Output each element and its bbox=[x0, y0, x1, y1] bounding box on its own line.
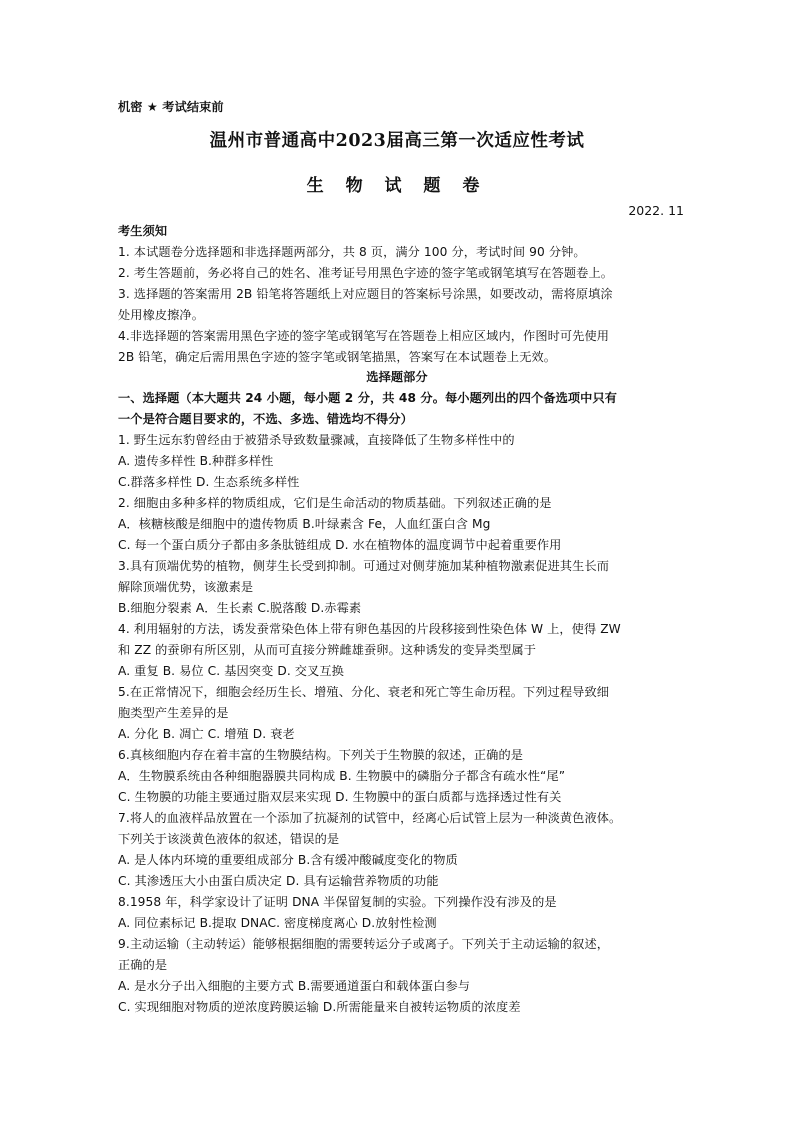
question-line: 下列关于该淡黄色液体的叙述，错误的是 bbox=[118, 832, 340, 846]
question-line: C. 每一个蛋白质分子都由多条肽链组成 D. 水在植物体的温度调节中起着重要作用 bbox=[118, 538, 562, 552]
question-line: 1. 野生远东豹曾经由于被猎杀导致数量骤减，直接降低了生物多样性中的 bbox=[118, 433, 515, 447]
question-line: 和 ZZ 的蚕卵有所区别，从而可直接分辨雌雄蚕卵。这种诱发的变异类型属于 bbox=[118, 643, 537, 657]
question-line: B.细胞分裂素 A．生长素 C.脱落酸 D.赤霉素 bbox=[118, 601, 362, 615]
notice-line: 1. 本试题卷分选择题和非选择题两部分，共 8 页，满分 100 分，考试时间 90 分钟。 bbox=[118, 245, 586, 259]
question-line: 2. 细胞由多种多样的物质组成，它们是生命活动的物质基础。下列叙述正确的是 bbox=[118, 496, 552, 510]
question-line: 解除顶端优势，该激素是 bbox=[118, 580, 254, 594]
section-instruction: 一个是符合题目要求的，不选、多选、错选均不得分） bbox=[118, 412, 413, 426]
question-line: A. 遗传多样性 B.种群多样性 bbox=[118, 454, 274, 468]
question-line: A．生物膜系统由各种细胞器膜共同构成 B. 生物膜中的磷脂分子都含有疏水性“尾” bbox=[118, 769, 566, 783]
section-instruction: 一、选择题（本大题共 24 小题，每小题 2 分，共 48 分。每小题列出的四个备选项中只有 bbox=[118, 391, 618, 405]
question-line: C. 实现细胞对物质的逆浓度跨膜运输 D.所需能量来自被转运物质的浓度差 bbox=[118, 1000, 521, 1014]
exam-subtitle: 生 物 试 题 卷 bbox=[306, 176, 488, 196]
question-line: A. 分化 B. 凋亡 C. 增殖 D. 衰老 bbox=[118, 727, 295, 741]
question-line: 8.1958 年，科学家设计了证明 DNA 半保留复制的实验。下列操作没有涉及的是 bbox=[118, 895, 557, 909]
exam-title: 温州市普通高中2023届高三第一次适应性考试 bbox=[209, 131, 585, 151]
question-line: A. 是人体内环境的重要组成部分 B.含有缓冲酸碱度变化的物质 bbox=[118, 853, 458, 867]
confidential-mark: 机密 ★ 考试结束前 bbox=[118, 100, 224, 114]
notice-line: 2. 考生答题前，务必将自己的姓名、准考证号用黑色字迹的签字笔或钢笔填写在答题卷上。 bbox=[118, 266, 614, 280]
question-line: 4. 利用辐射的方法，诱发蚕常染色体上带有卵色基因的片段移接到性染色体 W 上，使得 ZW bbox=[118, 622, 621, 636]
question-line: C. 生物膜的功能主要通过脂双层来实现 D. 生物膜中的蛋白质都与选择透过性有关 bbox=[118, 790, 562, 804]
notice-line: 2B 铅笔，确定后需用黑色字迹的签字笔或钢笔描黑，答案写在本试题卷上无效。 bbox=[118, 350, 557, 364]
notice-line: 3. 选择题的答案需用 2B 铅笔将答题纸上对应题目的答案标号涂黑，如要改动，需将原填涂 bbox=[118, 287, 613, 301]
question-line: 7.将人的血液样品放置在一个添加了抗凝剂的试管中，经离心后试管上层为一种淡黄色液体。 bbox=[118, 811, 622, 825]
notice-line: 处用橡皮擦净。 bbox=[118, 308, 205, 322]
question-line: 6.真核细胞内存在着丰富的生物膜结构。下列关于生物膜的叙述，正确的是 bbox=[118, 748, 524, 762]
question-line: 胞类型产生差异的是 bbox=[118, 706, 229, 720]
question-line: A. 是水分子出入细胞的主要方式 B.需要通道蛋白和载体蛋白参与 bbox=[118, 979, 471, 993]
question-line: C. 其渗透压大小由蛋白质决定 D. 具有运输营养物质的功能 bbox=[118, 874, 439, 888]
question-line: A. 同位素标记 B.提取 DNAC. 密度梯度离心 D.放射性检测 bbox=[118, 916, 437, 930]
question-line: 5.在正常情况下，细胞会经历生长、增殖、分化、衰老和死亡等生命历程。下列过程导致细 bbox=[118, 685, 610, 699]
question-line: A．核糖核酸是细胞中的遗传物质 B.叶绿素含 Fe，人血红蛋白含 Mg bbox=[118, 517, 491, 531]
notice-line: 4.非选择题的答案需用黑色字迹的签字笔或钢笔写在答题卷上相应区域内，作图时可先使用 bbox=[118, 329, 610, 343]
exam-date: 2022. 11 bbox=[628, 203, 684, 218]
question-line: 正确的是 bbox=[118, 958, 168, 972]
question-line: C.群落多样性 D. 生态系统多样性 bbox=[118, 475, 300, 489]
section-heading: 选择题部分 bbox=[366, 370, 428, 384]
notice-heading: 考生须知 bbox=[118, 224, 168, 238]
question-line: 9.主动运输（主动转运）能够根据细胞的需要转运分子或离子。下列关于主动运输的叙述， bbox=[118, 937, 610, 951]
question-line: A. 重复 B. 易位 C. 基因突变 D. 交叉互换 bbox=[118, 664, 344, 678]
question-line: 3.具有顶端优势的植物，侧芽生长受到抑制。可通过对侧芽施加某种植物激素促进其生长而 bbox=[118, 559, 610, 573]
